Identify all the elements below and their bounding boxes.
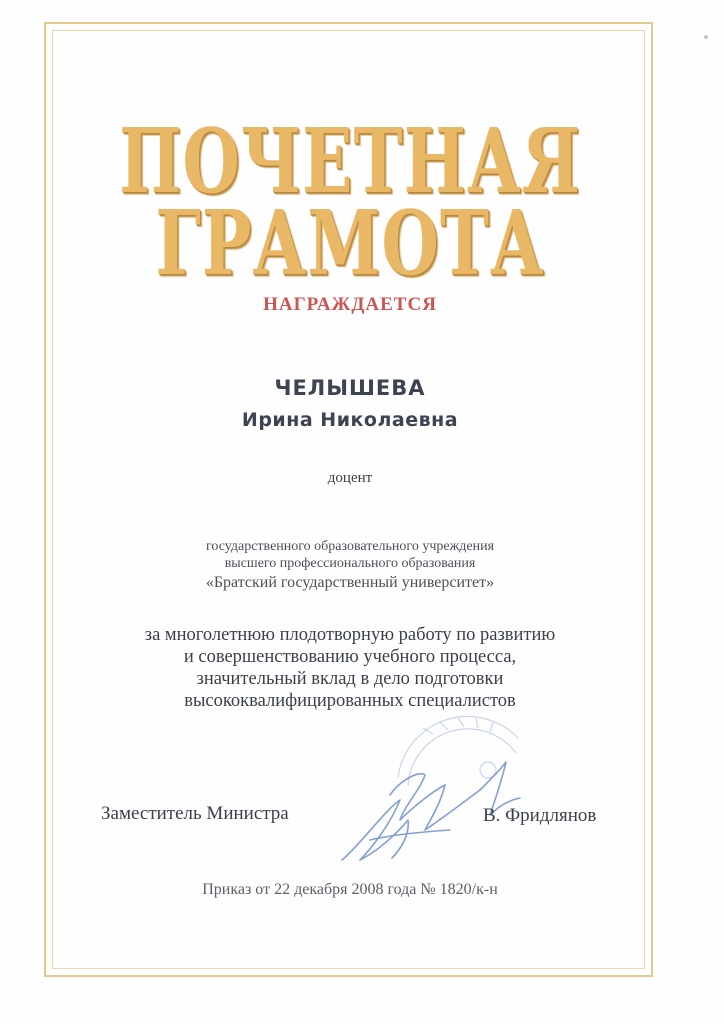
recipient-position: доцент (327, 470, 373, 486)
reason-line: и совершенствованию учебного процесса, (183, 647, 517, 667)
organization-name: «Братский государственный университет» (205, 574, 495, 591)
organization-block (60, 538, 640, 594)
reason-line: высококвалифицированных специалистов (184, 691, 516, 711)
title-line-2: ГРАМОТА (155, 190, 545, 296)
recipient-given-names: Ирина Николаевна (241, 409, 459, 431)
order-reference: Приказ от 22 декабря 2008 года № 1820/к-н (202, 881, 498, 898)
scan-mark (704, 35, 708, 39)
signatory-name: В. Фридлянов (483, 805, 597, 826)
recipient-surname: ЧЕЛЫШЕВА (274, 376, 426, 400)
reason-line: за многолетнюю плодотворную работу по развитию (144, 625, 556, 645)
organization-line: высшего профессионального образования (224, 556, 476, 571)
organization-line: государственного образовательного учреждения (205, 539, 495, 554)
award-reason (60, 624, 640, 712)
awarded-label: НАГРАЖДАЕТСЯ (263, 294, 437, 315)
reason-line: значительный вклад в дело подготовки (196, 669, 504, 689)
signatory-role: Заместитель Министра (101, 803, 289, 824)
title-line-1: ПОЧЕТНАЯ (119, 108, 581, 214)
